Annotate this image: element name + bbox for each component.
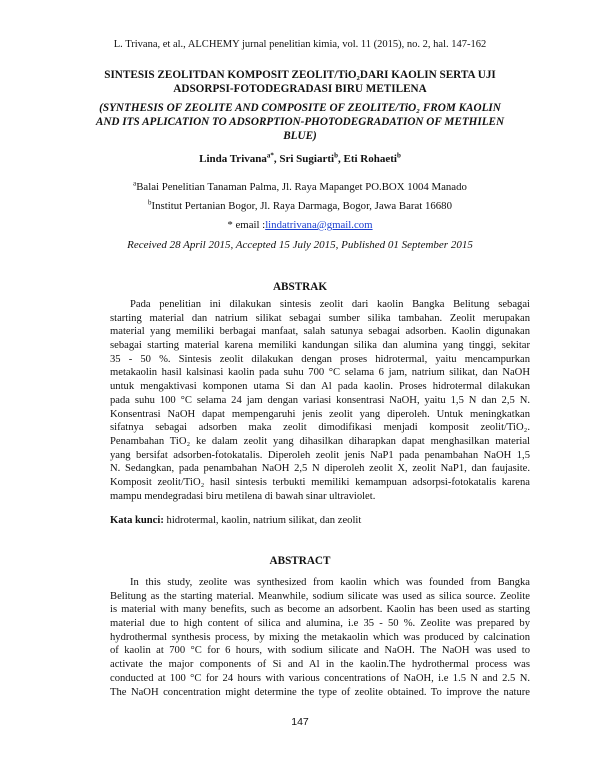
author-affiliation-mark: a* [266,151,274,160]
abstrak-line: sifatnya sebagai adsorben maka zeolit dimodifikasi menjadi komposit zeolit/TiO₂. [110,422,530,434]
author-name: Linda Trivana [199,153,267,165]
abstract-line: of kaolin at 700 °C for 6 hours, with sodium silicate and NaOH. The NaOH was used to [110,645,530,657]
paper-title-indonesian [70,69,530,96]
paper-title-english [82,101,518,143]
abstrak-line: material yang memiliki berbagai manfaat, salah satunya sebagai adsorben. Kaolin digunakan [110,326,530,338]
title-line-2: ADSORPSI-FOTODEGRADASI BIRU METILENA [173,82,427,95]
abstrak-line: untuk mengaktivasi komponen utama Si dan Al pada kaolin. Proses hidrotermal dilakukan [110,381,530,393]
page-number: 147 [291,716,309,728]
affiliation-b [60,199,540,213]
publication-dates: Received 28 April 2015, Accepted 15 July 2015, Published 01 September 2015 [127,239,473,251]
abstrak-line: starting material dan natrium silikat sebagai sumber silika tambahan. Zeolit merupakan [110,312,530,324]
affiliation-text: Institut Pertanian Bogor, Jl. Raya Darmaga, Bogor, Jawa Barat 16680 [151,200,452,212]
abstract-line: conducted at 100 °C for 24 hours with various concentrations of NaOH, i.e 1.5 N and 2.5 N. [110,672,530,684]
abstract-line: activate the major components of Si and Al in the kaolin.The hydrothermal process was [110,659,530,671]
title-en-line-2: AND ITS APLICATION TO ADSORPTION-PHOTODEGRADATION OF METHILEN [95,116,505,128]
abstrak-line: metakaolin hasil kalsinasi kaolin pada suhu 700 °C selama 6 jam, natrium silikat, dan NaOH [110,367,530,379]
author-name: Eti Rohaeti [343,153,397,165]
affiliation-mark: a [133,179,137,188]
abstrak-line: Komposit zeolit/TiO₂ hasil sintesis terbukti memiliki kemampuan adsorpsi-fotokatalis karena [110,476,530,488]
corresponding-email [60,218,540,232]
affiliation-text: Balai Penelitian Tanaman Palma, Jl. Raya Mapanget PO.BOX 1004 Manado [136,181,467,193]
abstract-line: Belitung as the starting material. Meanwhile, sodium silicate was used as silica source. Zeolite [110,590,530,602]
abstrak-heading: ABSTRAK [272,281,328,293]
abstrak-line: pada suhu 100 °C selama 24 jam dengan variasi konsentrasi NaOH, yaitu 1,5 N dan 2,5 N. [110,394,530,406]
title-en-line-1: (SYNTHESIS OF ZEOLITE AND COMPOSITE OF ZEOLITE/TiO₂ FROM KAOLIN [99,102,501,114]
keywords-text: hidrotermal, kaolin, natrium silikat, dan zeolit [166,515,362,526]
abstract-line: hydrothermal synthesis process, by mixing the metakaolin which was produced by calcination [110,631,530,643]
abstrak-body [110,298,530,503]
abstrak-line: mampu mendegradasi biru metilena di bawah sinar ultraviolet. [110,490,376,502]
abstrak-line: Penambahan TiO₂ ke dalam zeolit yang dihasilkan diharapkan dapat menghasilkan material [110,435,530,447]
abstrak-line: sebagai starting material karena memiliki kandungan silika dan alumina yang tinggi, sekitar [110,340,530,352]
author-name: Sri Sugiarti [279,153,335,165]
abstract-body [110,576,530,699]
abstract-heading: ABSTRACT [269,555,331,567]
abstrak-line: N. Sedangkan, pada penambahan NaOH 2,5 N diperoleh zeolit X, zeolit NaP1, dan faujasite. [110,463,530,475]
keywords [110,514,530,528]
abstrak-line: Pada penelitian ini dilakukan sintesis zeolit dari kaolin Bangka Belitung sebagai [130,299,530,310]
author-affiliation-mark: b [396,151,401,160]
abstrak-line: Konsentrasi NaOH dapat mempengaruhi jenis zeolit yang diperoleh. Untuk meningkatkan [110,408,530,420]
title-en-line-3: BLUE) [283,130,317,142]
abstract-line: The NaOH concentration might determine the type of zeolite obtained. To improve the nature [110,686,530,698]
affiliation-a [60,180,540,194]
author-list: Linda Trivana$^{a*}$, Sri Sugiarti$^b$, Eti Rohaeti$^b$ [199,151,401,165]
abstrak-line: 35 - 50 %. Sintesis zeolit dilakukan dengan proses hidrotermal, yaitu mencampurkan [110,353,530,365]
abstract-line: In this study, zeolite was synthesized from kaolin which was founded from Bangka [130,577,530,588]
email-prefix: * email : [227,219,266,231]
email-link[interactable]: lindatrivana@gmail.com [265,219,373,231]
abstract-line: material due to high content of silica and alumina, i.e 35 - 50 %. Zeolite was prepared by [110,618,530,630]
abstrak-line: yang bersifat adsorben-fotokatalis. Diperoleh zeolit jenis NaP1 pada penambahan NaOH 1,5 [110,449,530,461]
affiliation-mark: b [148,198,152,207]
author-affiliation-mark: b [334,151,338,160]
title-line-1: SINTESIS ZEOLITDAN KOMPOSIT ZEOLIT/TiO₂DARI KAOLIN SERTA UJI [104,69,496,81]
abstract-line: is material with many benefits, such as become an adsorbent. Kaolin has been used as starting [110,604,530,616]
running-head: L. Trivana, et al., ALCHEMY jurnal penelitian kimia, vol. 11 (2015), no. 2, hal. 147-162 [113,39,487,50]
keywords-label: Kata kunci: [110,515,164,526]
